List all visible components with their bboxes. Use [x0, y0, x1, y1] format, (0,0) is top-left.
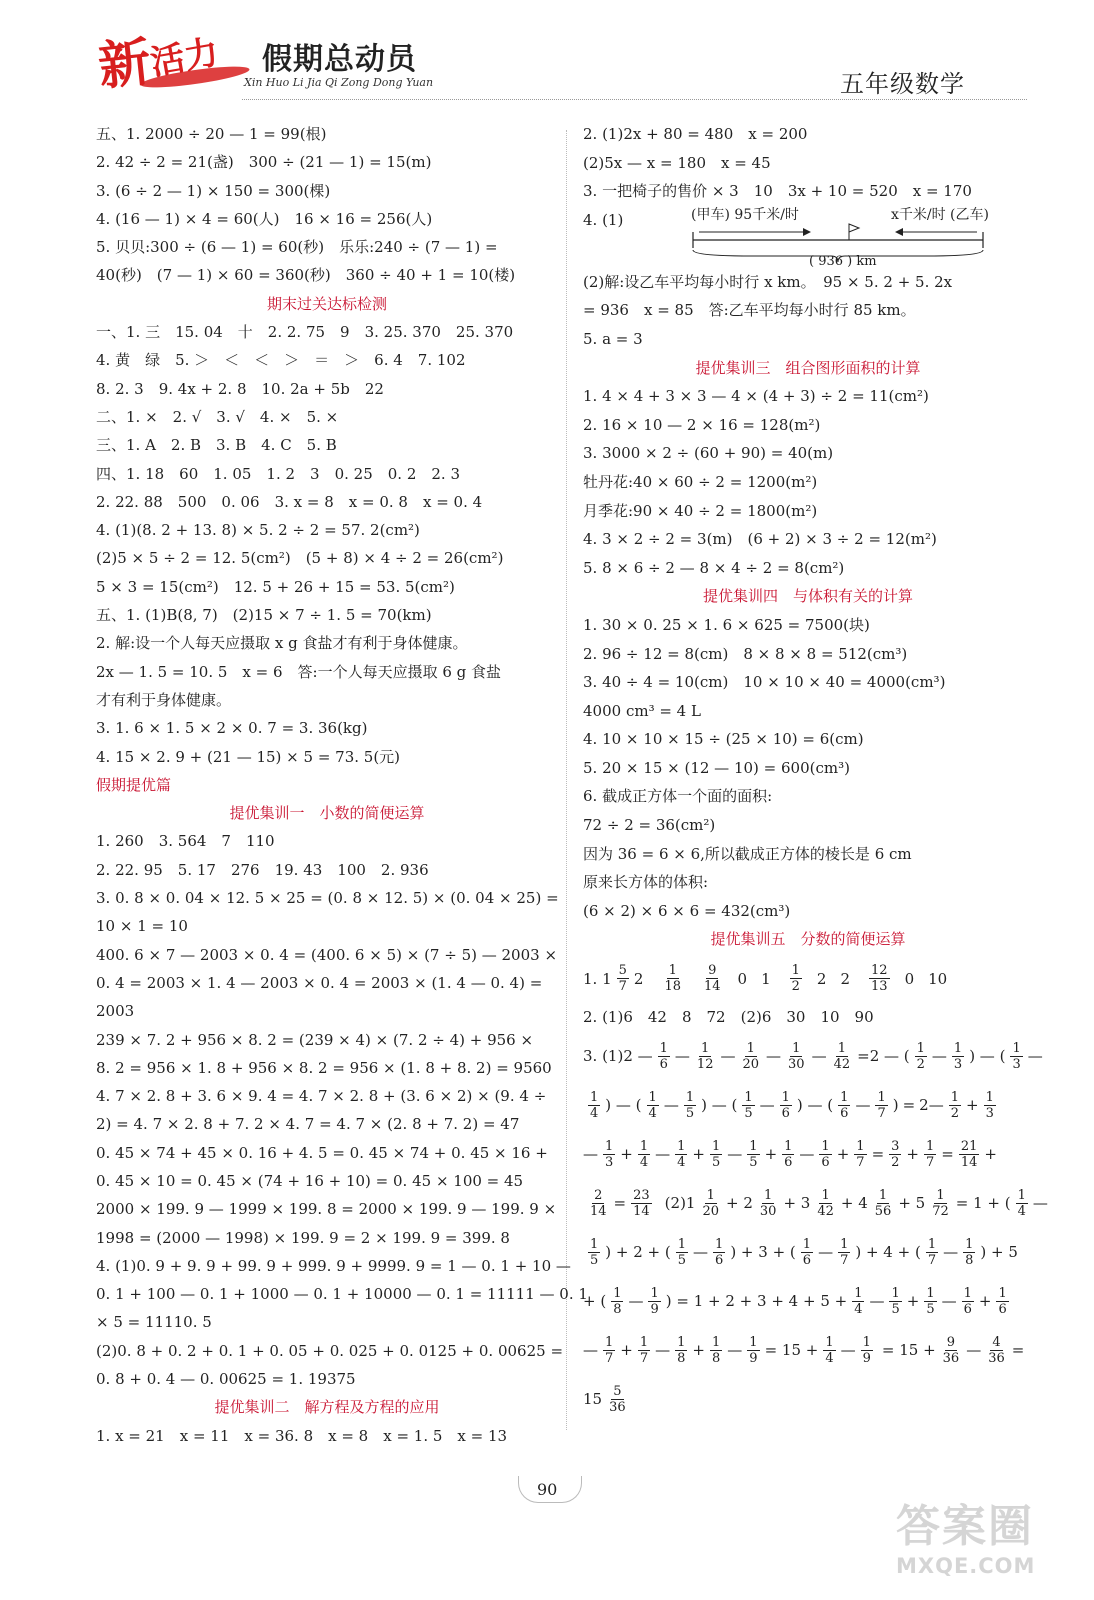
fraction: $\frac{23}{14}$ [633, 1187, 650, 1219]
answer-line: 3. 0. 8 × 0. 04 × 12. 5 × 25 = (0. 8 × 12. 5) × (0. 04 × 25) = [96, 889, 559, 908]
answer-line: 10 × 1 = 10 [96, 917, 188, 936]
right-column [583, 120, 1048, 1424]
answer-line: (2)5x — x = 180 x = 45 [583, 153, 771, 172]
fraction-answer-line [583, 1032, 1043, 1081]
fraction: $\frac{1}{4}$ [677, 1138, 686, 1170]
answer-line: 四、1. 18 60 1. 05 1. 2 3 0. 25 0. 2 2. 3 [96, 464, 461, 483]
eq-text: — [583, 1145, 598, 1164]
answer-line: 原来长方体的体积: [583, 873, 709, 892]
series-pinyin: Xin Huo Li Jia Qi Zong Dong Yuan [244, 76, 434, 89]
answer-line: 4. 3 × 2 ÷ 2 = 3(m) (6 + 2) × 3 ÷ 2 = 12(m²) [583, 530, 937, 549]
section-heading: 提优集训二 解方程及方程的应用 [214, 1398, 440, 1417]
eq-text: + 3 [783, 1194, 811, 1213]
eq-text: ) + 3 + ( [730, 1243, 796, 1262]
answer-line: 8. 2 = 956 × 1. 8 + 956 × 8. 2 = 956 × (1. 8 + 8. 2) = 9560 [96, 1058, 552, 1077]
eq-text: — [840, 1341, 856, 1360]
answer-line: 4000 cm³ = 4 L [583, 701, 701, 720]
answer-line: 5. a = 3 [583, 329, 643, 348]
answer-line: 1. 260 3. 564 7 110 [96, 832, 275, 851]
eq-text: + [965, 1096, 979, 1115]
answer-line: 239 × 7. 2 + 956 × 8. 2 = (239 × 4) × (7. 2 ÷ 4) + 956 × [96, 1030, 534, 1049]
answer-line: 2. 16 × 10 — 2 × 16 = 128(m²) [583, 415, 821, 434]
answer-line: (2)5 × 5 ÷ 2 = 12. 5(cm²) (5 + 8) × 4 ÷ 2 = 26(cm²) [96, 549, 504, 568]
answer-line: 3. 一把椅子的售价 × 3 10 3x + 10 = 520 x = 170 [583, 182, 972, 201]
answer-line: 0. 8 + 0. 4 — 0. 00625 = 1. 19375 [96, 1370, 356, 1389]
fraction: $\frac{1}{6}$ [781, 1089, 790, 1121]
eq-text: — [663, 1096, 679, 1115]
eq-text: 2 [840, 969, 851, 988]
eq-text: (2)1 [664, 1194, 696, 1213]
fraction: $\frac{1}{8}$ [712, 1334, 721, 1366]
fraction-answer-line [583, 1081, 1033, 1130]
car-a-label: (甲车) 95千米/时 [691, 206, 799, 223]
eq-text: — [727, 1341, 743, 1360]
travel-diagram-row [583, 206, 1033, 268]
fraction: $\frac{1}{8}$ [677, 1334, 686, 1366]
eq-text: — [674, 1047, 690, 1066]
eq-text: ) — ( [605, 1096, 642, 1115]
fraction: $\frac{1}{20}$ [702, 1187, 720, 1219]
eq-text: — [943, 1243, 959, 1262]
eq-text: + [836, 1145, 850, 1164]
fraction: $\frac{1}{30}$ [759, 1187, 777, 1219]
answer-line: 4. 15 × 2. 9 + (21 — 15) × 5 = 73. 5(元) [96, 747, 401, 766]
eq-text: 2 [816, 969, 827, 988]
eq-text: — [720, 1047, 736, 1066]
fraction: $\frac{21}{14}$ [960, 1138, 978, 1170]
answer-line: 2x — 1. 5 = 10. 5 x = 6 答:一个人每天应摄取 6 g 食盐 [96, 662, 502, 681]
fraction: $\frac{1}{5}$ [926, 1285, 935, 1317]
fraction: $\frac{1}{18}$ [664, 963, 681, 995]
fraction: $\frac{1}{3}$ [953, 1040, 963, 1072]
fraction: $\frac{2}{14}$ [590, 1187, 607, 1219]
fraction: $\frac{9}{36}$ [942, 1334, 960, 1366]
fraction: $\frac{1}{7}$ [639, 1334, 649, 1366]
eq-text: + [692, 1341, 705, 1360]
eq-text: 2 [633, 969, 644, 988]
answer-line: 0. 45 × 74 + 45 × 0. 16 + 4. 5 = 0. 45 × 74 + 0. 45 × 16 + [96, 1143, 548, 1162]
watermark [896, 1490, 1066, 1590]
answer-line: 2000 × 199. 9 — 1999 × 199. 8 = 2000 × 199. 9 — 199. 9 × [96, 1200, 557, 1219]
answer-line: 2. 42 ÷ 2 = 21(盏) 300 ÷ (21 — 1) = 15(m) [96, 153, 432, 172]
answer-line: 因为 36 = 6 × 6,所以截成正方体的棱长是 6 cm [583, 844, 912, 863]
eq-text: + [620, 1341, 633, 1360]
eq-text: — [931, 1047, 947, 1066]
eq-text: — [855, 1096, 871, 1115]
fraction: $\frac{1}{9}$ [862, 1334, 871, 1366]
fraction: $\frac{1}{9}$ [650, 1285, 659, 1317]
fraction: $\frac{4}{36}$ [988, 1334, 1005, 1366]
fraction: $\frac{1}{4}$ [648, 1089, 657, 1121]
fraction-answer-line [583, 954, 1033, 1003]
eq-text: ) + 4 + ( [855, 1243, 921, 1262]
eq-text: — [1032, 1194, 1048, 1213]
column-divider [566, 130, 567, 1430]
eq-text: ) = 1 + 2 + 3 + 4 + 5 + [665, 1292, 848, 1311]
answer-line: 三、1. A 2. B 3. B 4. C 5. B [96, 436, 337, 455]
fraction: $\frac{1}{6}$ [998, 1285, 1007, 1317]
eq-text: + 5 [898, 1194, 926, 1213]
answer-line: 4. (1) [583, 210, 624, 229]
distance-label: ( 936 ) km [809, 253, 877, 269]
logo-xin: 新 [95, 32, 154, 98]
eq-text: = [902, 1096, 916, 1115]
fraction: $\frac{1}{7}$ [856, 1138, 865, 1170]
fraction: $\frac{1}{6}$ [715, 1236, 724, 1268]
fraction: $\frac{1}{8}$ [965, 1236, 974, 1268]
fraction: $\frac{1}{6}$ [784, 1138, 793, 1170]
section-heading: 提优集训三 组合图形面积的计算 [695, 358, 921, 377]
eq-text: — [766, 1047, 782, 1066]
eq-text: — [966, 1341, 982, 1360]
fraction: $\frac{1}{6}$ [821, 1138, 830, 1170]
answer-line: 1998 = (2000 — 1998) × 199. 9 = 2 × 199. 9 = 399. 8 [96, 1228, 510, 1247]
answer-line: 2. (1)6 42 8 72 (2)6 30 10 90 [583, 1008, 874, 1027]
answer-line: 一、1. 三 15. 04 十 2. 2. 75 9 3. 25. 370 25. 370 [96, 323, 514, 342]
eq-text: — [1027, 1047, 1043, 1066]
eq-text: 1 [761, 969, 771, 988]
answer-line: 4. (1)(8. 2 + 13. 8) × 5. 2 ÷ 2 = 57. 2(cm²) [96, 521, 420, 540]
eq-text: — [818, 1243, 834, 1262]
answer-line: (2)解:设乙车平均每小时行 x km。 95 × 5. 2 + 5. 2x [583, 272, 953, 291]
part-heading: 假期提优篇 [96, 775, 172, 794]
section-heading: 提优集训五 分数的简便运算 [710, 930, 906, 949]
eq-text: = [871, 1145, 885, 1164]
answer-line: 0. 1 + 100 — 0. 1 + 1000 — 0. 1 + 10000 — 0. 1 = 11111 — 0. 1 [96, 1285, 588, 1304]
section-heading: 提优集训四 与体积有关的计算 [702, 587, 913, 606]
eq-text: — [693, 1243, 709, 1262]
eq-text: — [655, 1145, 671, 1164]
fraction: $\frac{5}{36}$ [609, 1383, 626, 1415]
fraction: $\frac{9}{14}$ [704, 963, 721, 995]
grade-subject: 五年级数学 [840, 70, 965, 98]
answer-line: 6. 截成正方体一个面的面积: [583, 787, 773, 806]
eq-text: — [811, 1047, 827, 1066]
fraction: $\frac{1}{20}$ [742, 1040, 760, 1072]
answer-line: (6 × 2) × 6 × 6 = 432(cm³) [583, 901, 791, 920]
eq-text: = [857, 1047, 870, 1066]
car-b-label: x千米/时 (乙车) [891, 206, 989, 223]
answer-line: 1. 30 × 0. 25 × 1. 6 × 625 = 7500(块) [583, 615, 870, 634]
fraction: $\frac{3}{2}$ [891, 1138, 900, 1170]
fraction: $\frac{1}{6}$ [659, 1040, 668, 1072]
answer-line: 4. (16 — 1) × 4 = 60(人) 16 × 16 = 256(人) [96, 209, 433, 228]
fraction: $\frac{1}{4}$ [1017, 1187, 1026, 1219]
section-heading: 提优集训一 小数的简便运算 [229, 804, 425, 823]
fraction: $\frac{1}{56}$ [874, 1187, 892, 1219]
fraction: $\frac{1}{5}$ [749, 1138, 758, 1170]
fraction: $\frac{1}{4}$ [590, 1089, 599, 1121]
answer-line: 2. 22. 95 5. 17 276 19. 43 100 2. 936 [96, 860, 429, 879]
fraction: $\frac{1}{72}$ [932, 1187, 949, 1219]
eq-text: ) — ( [701, 1096, 738, 1115]
answer-line: 二、1. × 2. √ 3. √ 4. × 5. × [96, 407, 339, 426]
fraction: $\frac{1}{7}$ [926, 1138, 935, 1170]
fraction: $\frac{1}{42}$ [817, 1187, 834, 1219]
answer-line: 2. (1)2x + 80 = 480 x = 200 [583, 125, 808, 143]
eq-text: + [906, 1145, 919, 1164]
eq-text: + [620, 1145, 633, 1164]
answer-line: 4. (1)0. 9 + 9. 9 + 99. 9 + 999. 9 + 9999. 9 = 1 — 0. 1 + 10 — [96, 1256, 571, 1275]
answer-line: × 5 = 11110. 5 [96, 1313, 212, 1332]
answer-line: (2)0. 8 + 0. 2 + 0. 1 + 0. 05 + 0. 025 + 0. 0125 + 0. 00625 = [96, 1341, 564, 1360]
answer-line: = 936 x = 85 答:乙车平均每小时行 85 km。 [583, 301, 916, 320]
eq-text: 1. 1 [583, 969, 612, 988]
eq-text: 2 [919, 1096, 929, 1115]
fraction: $\frac{1}{5}$ [744, 1089, 753, 1121]
fraction: $\frac{1}{6}$ [802, 1236, 812, 1268]
fraction: $\frac{1}{4}$ [639, 1138, 649, 1170]
eq-text: — [583, 1341, 598, 1360]
fraction: $\frac{1}{4}$ [825, 1334, 834, 1366]
header-divider [242, 99, 1027, 100]
fraction: $\frac{1}{3}$ [605, 1138, 614, 1170]
fraction: $\frac{1}{6}$ [963, 1285, 972, 1317]
fraction: $\frac{1}{5}$ [590, 1236, 599, 1268]
answer-line: 五、1. (1)B(8, 7) (2)15 × 7 ÷ 1. 5 = 70(km) [96, 606, 432, 625]
answer-line: 72 ÷ 2 = 36(cm²) [583, 816, 716, 835]
fraction: $\frac{1}{7}$ [840, 1236, 849, 1268]
fraction: $\frac{1}{7}$ [877, 1089, 886, 1121]
eq-text: + [764, 1145, 778, 1164]
eq-text: — [628, 1292, 644, 1311]
answer-line: 月季花:90 × 40 ÷ 2 = 1800(m²) [583, 501, 818, 520]
answer-line: 牡丹花:40 × 60 ÷ 2 = 1200(m²) [583, 472, 818, 491]
eq-text: = [613, 1194, 627, 1213]
answer-line: 五、1. 2000 ÷ 20 — 1 = 99(根) [96, 125, 327, 143]
eq-text: ) — ( [796, 1096, 834, 1115]
fraction-answer-line [583, 1179, 1048, 1228]
fraction-answer-line [583, 1228, 1033, 1277]
eq-text: + 2 [726, 1194, 753, 1213]
answer-line: 2. 22. 88 500 0. 06 3. x = 8 x = 0. 8 x = 0. 4 [96, 492, 483, 511]
fraction: $\frac{1}{2}$ [950, 1089, 959, 1121]
answer-line: 0. 4 = 2003 × 1. 4 — 2003 × 0. 4 = 2003 × (1. 4 — 0. 4) = [96, 973, 543, 992]
answer-line: 4. 黄 绿 5. ＞ ＜ ＜ ＞ ＝ ＞ 6. 4 7. 102 [96, 351, 466, 370]
eq-text: 0 [737, 969, 748, 988]
fraction: $\frac{1}{5}$ [677, 1236, 687, 1268]
eq-text: 2 — ( [869, 1047, 910, 1066]
fraction: $\frac{12}{13}$ [871, 963, 888, 995]
eq-text: 15 [583, 1390, 603, 1409]
answer-line: 0. 45 × 10 = 0. 45 × (74 + 16 + 10) = 0. 45 × 100 = 45 [96, 1171, 524, 1190]
fraction: $\frac{1}{8}$ [613, 1285, 622, 1317]
eq-text: ) + 5 [980, 1243, 1018, 1262]
eq-text: = 1 + ( [955, 1194, 1011, 1213]
answer-line: 3. (6 ÷ 2 — 1) × 150 = 300(棵) [96, 181, 331, 200]
answer-line: 5. 8 × 6 ÷ 2 — 8 × 4 ÷ 2 = 8(cm²) [583, 558, 845, 577]
answer-line: 1. x = 21 x = 11 x = 36. 8 x = 8 x = 1. 5 x = 13 [96, 1426, 508, 1445]
answer-line: 4. 7 × 2. 8 + 3. 6 × 9. 4 = 4. 7 × 2. 8 + (3. 6 × 2) × (9. 4 ÷ [96, 1087, 547, 1106]
fraction: $\frac{1}{5}$ [712, 1138, 721, 1170]
answer-line: 400. 6 × 7 — 2003 × 0. 4 = (400. 6 × 5) × (7 ÷ 5) — 2003 × [96, 945, 558, 964]
eq-text: = [1011, 1341, 1025, 1360]
answer-line: 2. 解:设一个人每天应摄取 x g 食盐才有利于身体健康。 [96, 634, 468, 653]
eq-text: — [941, 1292, 957, 1311]
page-header [0, 0, 1094, 105]
fraction-answer-line [583, 1277, 1033, 1326]
answer-line: 40(秒) (7 — 1) × 60 = 360(秒) 360 ÷ 40 + 1 = 10(楼) [96, 266, 516, 285]
answer-line: 5. 贝贝:300 ÷ (6 — 1) = 60(秒) 乐乐:240 ÷ (7 — 1) = [96, 238, 498, 257]
fraction-answer-line [583, 1375, 1033, 1424]
answer-line: 才有利于身体健康。 [96, 690, 232, 709]
eq-text: = [941, 1145, 954, 1164]
answer-line: 3. 3000 × 2 ÷ (60 + 90) = 40(m) [583, 444, 834, 463]
answer-line: 1. 4 × 4 + 3 × 3 — 4 × (4 + 3) ÷ 2 = 11(cm²) [583, 387, 929, 406]
answer-line: 2) = 4. 7 × 2. 8 + 7. 2 × 4. 7 = 4. 7 × (2. 8 + 7. 2) = 47 [96, 1115, 520, 1134]
eq-text: — [869, 1292, 885, 1311]
answer-line: 8. 2. 3 9. 4x + 2. 8 10. 2a + 5b 22 [96, 379, 384, 398]
eq-text: + 4 [840, 1194, 868, 1213]
fraction: $\frac{1}{3}$ [1012, 1040, 1021, 1072]
fraction-answer-line [583, 1130, 1033, 1179]
fraction: $\frac{1}{42}$ [833, 1040, 851, 1072]
fraction: $\frac{1}{2}$ [916, 1040, 925, 1072]
eq-text: + [984, 1145, 997, 1164]
section-heading: 期末过关达标检测 [266, 294, 387, 313]
eq-text: ) + 2 + ( [605, 1243, 671, 1262]
fraction: $\frac{1}{5}$ [685, 1089, 695, 1121]
eq-text: — [799, 1145, 815, 1164]
fraction: $\frac{1}{4}$ [854, 1285, 863, 1317]
eq-text: 0 [904, 969, 915, 988]
logo-huoli: 活力 [147, 32, 222, 84]
fraction: $\frac{1}{3}$ [985, 1089, 994, 1121]
answer-line: 3. 1. 6 × 1. 5 × 2 × 0. 7 = 3. 36(kg) [96, 719, 368, 738]
fraction: $\frac{5}{7}$ [618, 963, 627, 995]
eq-text: — [655, 1341, 671, 1360]
eq-text: + ( [583, 1292, 607, 1311]
series-title: 假期总动员 [262, 42, 417, 77]
eq-text: 3. (1)2 — [583, 1047, 653, 1066]
fraction: $\frac{1}{6}$ [840, 1089, 849, 1121]
left-column [96, 120, 588, 1450]
eq-text: = 15 + [881, 1341, 936, 1360]
eq-text: — [759, 1096, 775, 1115]
answer-line: 3. 40 ÷ 4 = 10(cm) 10 × 10 × 40 = 4000(cm³) [583, 673, 946, 692]
eq-text: ) [892, 1096, 899, 1115]
fraction: $\frac{1}{2}$ [791, 963, 800, 995]
fraction: $\frac{1}{5}$ [891, 1285, 900, 1317]
answer-line: 5 × 3 = 15(cm²) 12. 5 + 26 + 15 = 53. 5(cm²) [96, 577, 455, 596]
fraction: $\frac{1}{30}$ [788, 1040, 805, 1072]
eq-text: ) — ( [969, 1047, 1006, 1066]
eq-text: — [928, 1096, 944, 1115]
fraction: $\frac{1}{9}$ [749, 1334, 758, 1366]
fraction-answer-line [583, 1326, 1033, 1375]
travel-diagram [691, 206, 991, 269]
fraction: $\frac{1}{12}$ [696, 1040, 714, 1072]
watermark-logo: 答案圈 [896, 1501, 1034, 1552]
watermark-url: MXQE.COM [896, 1554, 1036, 1578]
answer-line: 5. 20 × 15 × (12 — 10) = 600(cm³) [583, 758, 850, 777]
page-number: 90 [537, 1480, 558, 1499]
answer-line: 2. 96 ÷ 12 = 8(cm) 8 × 8 × 8 = 512(cm³) [583, 644, 908, 663]
eq-text: 10 [928, 969, 948, 988]
fraction: $\frac{1}{7}$ [605, 1334, 614, 1366]
fraction: $\frac{1}{7}$ [927, 1236, 937, 1268]
eq-text: = 15 + [764, 1341, 819, 1360]
eq-text: + [906, 1292, 920, 1311]
eq-text: + [692, 1145, 705, 1164]
eq-text: + [978, 1292, 992, 1311]
answer-line: 4. 10 × 10 × 15 ÷ (25 × 10) = 6(cm) [583, 730, 864, 749]
answer-line: 2003 [96, 1002, 135, 1021]
eq-text: — [727, 1145, 743, 1164]
